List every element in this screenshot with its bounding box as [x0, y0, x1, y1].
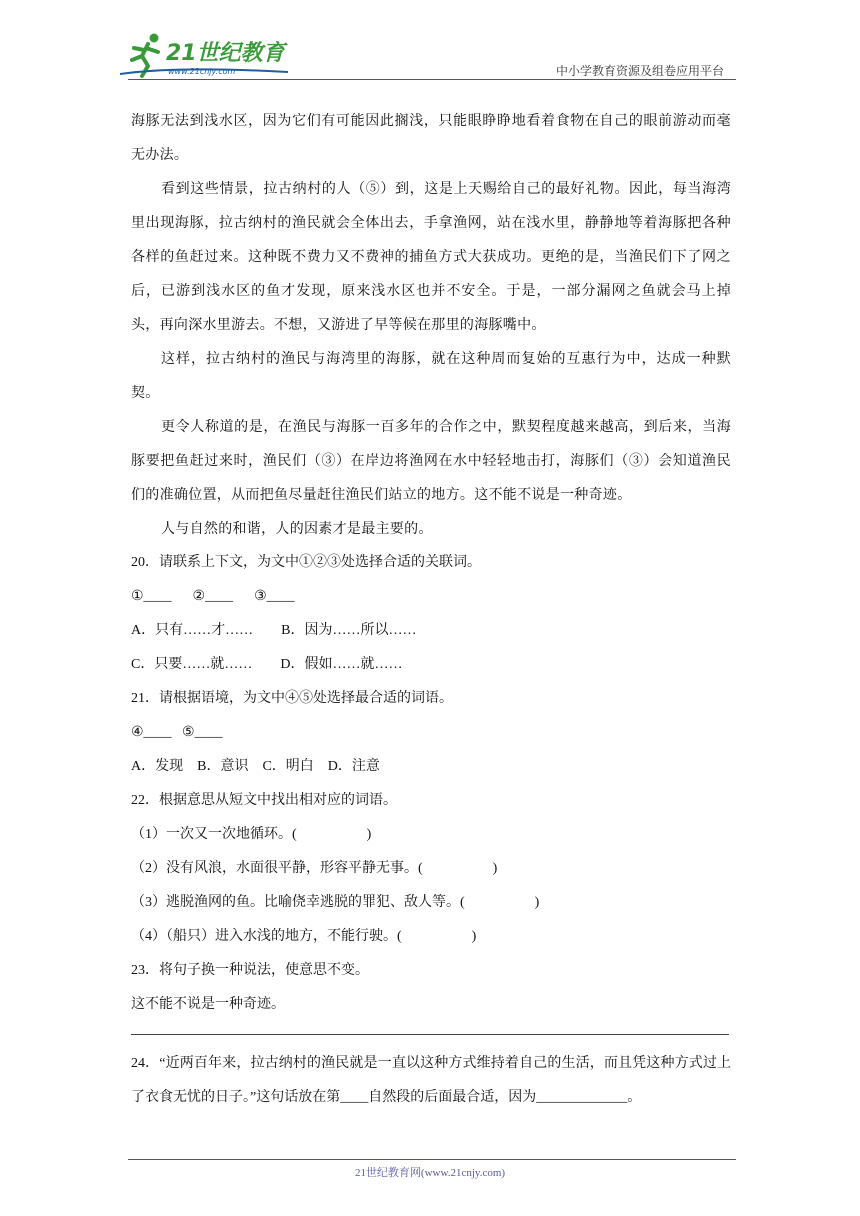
- passage-paragraph-4: 更令人称道的是，在渔民与海豚一百多年的合作之中，默契程度越来越高，到后来，当海豚要把鱼赶过来时，渔民们（③）在岸边将渔网在水中轻轻地击打，海豚们（③）会知道渔民们的准确位置，从而把鱼尽量赶往渔民们站立的地方。这不能不说是一种奇迹。: [131, 419, 731, 503]
- header-tagline: 中小学教育资源及组卷应用平台: [555, 64, 724, 78]
- question-24-text: 24．“近两百年来，拉古纳村的渔民就是一直以这种方式维持着自己的生活，而且凭这种方式过上了衣食无忧的日子。”这句话放在第____自然段的后面最合适，因为_____________。: [131, 1056, 731, 1105]
- header-divider: [128, 79, 736, 80]
- question-22-item-2: （2）没有风浪，水面很平静，形容平静无事。( ): [131, 861, 498, 876]
- question-22-item-3: （3）逃脱渔网的鱼。比喻侥幸逃脱的罪犯、敌人等。( ): [131, 895, 540, 910]
- passage-paragraph-2: 看到这些情景，拉古纳村的人（⑤）到，这是上天赐给自己的最好礼物。因此，每当海湾里出现海豚，拉古纳村的渔民就会全体出去，手拿渔网，站在浅水里，静静地等着海豚把各种各样的鱼赶过来。这种既不费力又不费神的捕鱼方式大获成功。更绝的是，当渔民们下了网之后，已游到浅水区的鱼才发现，原来浅水区也并不安全。于是，一部分漏网之鱼就会马上掉头，再向深水里游去。不想，又游进了早等候在那里的海豚嘴中。: [131, 181, 731, 333]
- question-20-blanks: ①____ ②____ ③____: [131, 589, 295, 604]
- question-22-prompt: 22．根据意思从短文中找出相对应的词语。: [131, 793, 397, 808]
- question-20-prompt: 20．请联系上下文，为文中①②③处选择合适的关联词。: [131, 555, 481, 570]
- answer-line: [131, 1034, 729, 1035]
- passage-paragraph-3: 这样，拉古纳村的渔民与海湾里的海豚，就在这种周而复始的互惠行为中，达成一种默契。: [131, 351, 731, 401]
- question-22-item-4: （4）（船只）进入水浅的地方，不能行驶。( ): [131, 929, 477, 944]
- question-22-item-1: （1）一次又一次地循环。( ): [131, 827, 372, 842]
- question-23-prompt: 23．将句子换一种说法，使意思不变。: [131, 963, 369, 978]
- question-21-blanks: ④____ ⑤____: [131, 725, 223, 740]
- question-20-options-cd: C．只要……就…… D．假如……就……: [131, 657, 403, 672]
- page-header: [0, 0, 860, 80]
- question-21-prompt: 21．请根据语境，为文中④⑤处选择最合适的词语。: [131, 691, 453, 706]
- runner-icon: [132, 34, 159, 77]
- svg-text:www.21cnjy.com: www.21cnjy.com: [168, 67, 236, 76]
- passage-paragraph-1: 海豚无法到浅水区，因为它们有可能因此搁浅，只能眼睁睁地看着食物在自己的眼前游动而毫无办法。: [131, 113, 731, 163]
- question-21-options: A．发现 B．意识 C．明白 D．注意: [131, 759, 380, 774]
- footer-text: 21世纪教育网(www.21cnjy.com): [354, 1167, 506, 1179]
- site-logo: [118, 30, 296, 80]
- passage-paragraph-5: 人与自然的和谐，人的因素才是最主要的。: [161, 521, 433, 537]
- footer-divider: [128, 1159, 736, 1160]
- document-body: [131, 104, 731, 1115]
- question-23-sentence: 这不能不说是一种奇迹。: [131, 997, 285, 1012]
- svg-text:21世纪教育: 21世纪教育: [166, 41, 285, 66]
- question-20-options-ab: A．只有……才…… B．因为……所以……: [131, 623, 417, 638]
